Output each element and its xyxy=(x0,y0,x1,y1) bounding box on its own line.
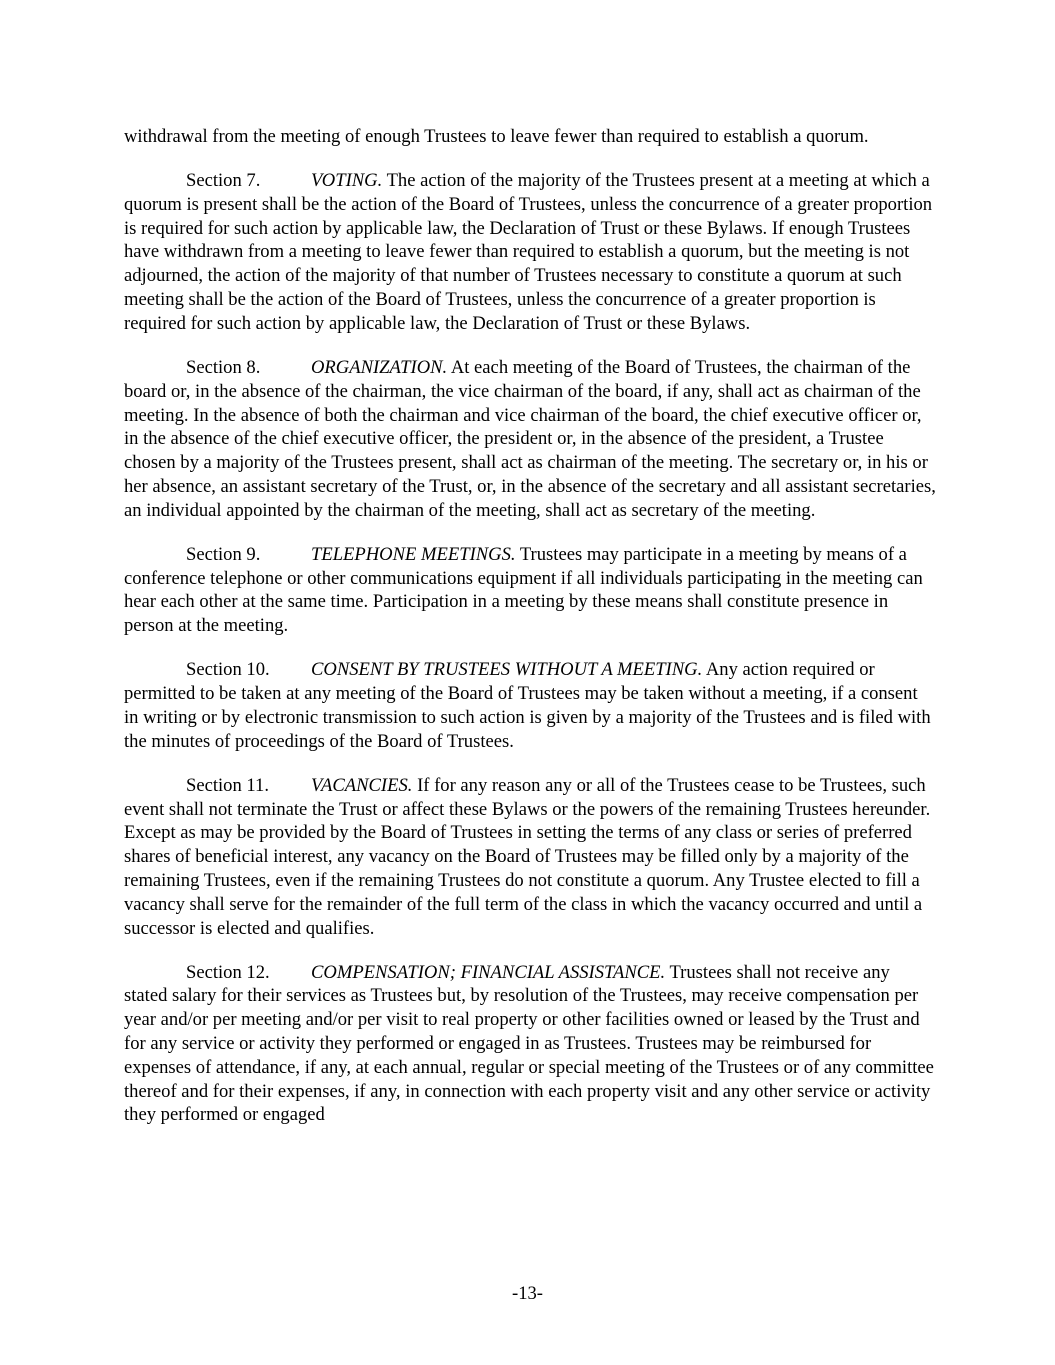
section-8-paragraph xyxy=(124,356,936,523)
section-10-text: Any action required or permitted to be taken at any meeting of the Board of Trustees may be taken without a meeting, if a consent in writing or by electronic transmission to such action is given by a majority of the Trustees and is filed with the minutes of proceedings of the Board of Trustees. xyxy=(124,659,931,752)
section-8-title: ORGANIZATION. xyxy=(311,356,448,378)
document-body xyxy=(124,125,936,1148)
section-7-text: The action of the majority of the Trustees present at a meeting at which a quorum is present shall be the action of the Board of Trustees, unless the concurrence of a greater proportion is required for such action by applicable law, the Declaration of Trust or these Bylaws. If enough Trustees have withdrawn from a meeting to leave fewer than required to establish a quorum, but the meeting is not adjourned, the action of the majority of that number of Trustees necessary to constitute a quorum at such meeting shall be the action of the Board of Trustees, unless the concurrence of a greater proportion is required for such action by applicable law, the Declaration of Trust or these Bylaws. xyxy=(124,170,933,334)
section-8-text: At each meeting of the Board of Trustees, the chairman of the board or, in the absence of the chairman, the vice chairman of the board, if any, shall act as chairman of the meeting. In the absence of both the chairman and vice chairman of the board, the chief executive officer or, in the absence of the chief executive officer, the president or, in the absence of the president, a Trustee chosen by a majority of the Trustees present, shall act as chairman of the meeting. The secretary or, in his or her absence, an assistant secretary of the Trust, or, in the absence of the secretary and all assistant secretaries, an individual appointed by the chairman of the meeting, shall act as secretary of the meeting. xyxy=(124,356,936,521)
section-12-number: Section 12. xyxy=(186,961,270,983)
section-10-number: Section 10. xyxy=(186,659,270,681)
section-7-paragraph xyxy=(124,169,936,336)
section-9-paragraph xyxy=(124,543,936,638)
section-11-text: If for any reason any or all of the Trustees cease to be Trustees, such event shall not terminate the Trust or affect these Bylaws or the powers of the remaining Trustees hereunder. Except as may be provided by the Board of Trustees in setting the terms of any class or series of preferred shares of beneficial interest, any vacancy on the Board of Trustees may be filled only by a majority of the remaining Trustees, even if the remaining Trustees do not constitute a quorum. Any Trustee elected to fill a vacancy shall serve for the remainder of the full term of the class in which the vacancy occurred and until a successor is elected and qualifies. xyxy=(124,774,931,939)
section-8-number: Section 8. xyxy=(186,356,261,378)
section-10-paragraph xyxy=(124,658,936,753)
section-11-title: VACANCIES. xyxy=(311,774,413,796)
section-11-paragraph xyxy=(124,774,936,941)
section-10-title: CONSENT BY TRUSTEES WITHOUT A MEETING. xyxy=(311,659,703,681)
section-9-number: Section 9. xyxy=(186,543,261,565)
section-12-title: COMPENSATION; FINANCIAL ASSISTANCE. xyxy=(311,961,666,983)
page-number: -13- xyxy=(512,1283,543,1304)
section-12-paragraph xyxy=(124,961,936,1128)
opening-paragraph: withdrawal from the meeting of enough Trustees to leave fewer than required to establish a quorum. xyxy=(124,126,869,147)
section-12-text: Trustees shall not receive any stated salary for their services as Trustees but, by resolution of the Trustees, may receive compensation per year and/or per meeting and/or per visit to real property or other facilities owned or leased by the Trust and for any service or activity they performed or engaged in as Trustees. Trustees may be reimbursed for expenses of attendance, if any, at each annual, regular or special meeting of the Trustees or of any committee thereof and for their expenses, if any, in connection with each property visit and any other service or activity they performed or engaged xyxy=(124,961,934,1126)
section-9-title: TELEPHONE MEETINGS. xyxy=(311,543,516,565)
section-11-number: Section 11. xyxy=(186,774,269,796)
section-9-text: Trustees may participate in a meeting by means of a conference telephone or other communications equipment if all individuals participating in the meeting can hear each other at the same time. Participation in a meeting by these means shall constitute presence in person at the meeting. xyxy=(124,543,923,637)
section-7-title: VOTING. xyxy=(311,170,383,192)
section-7-number: Section 7. xyxy=(186,170,261,192)
